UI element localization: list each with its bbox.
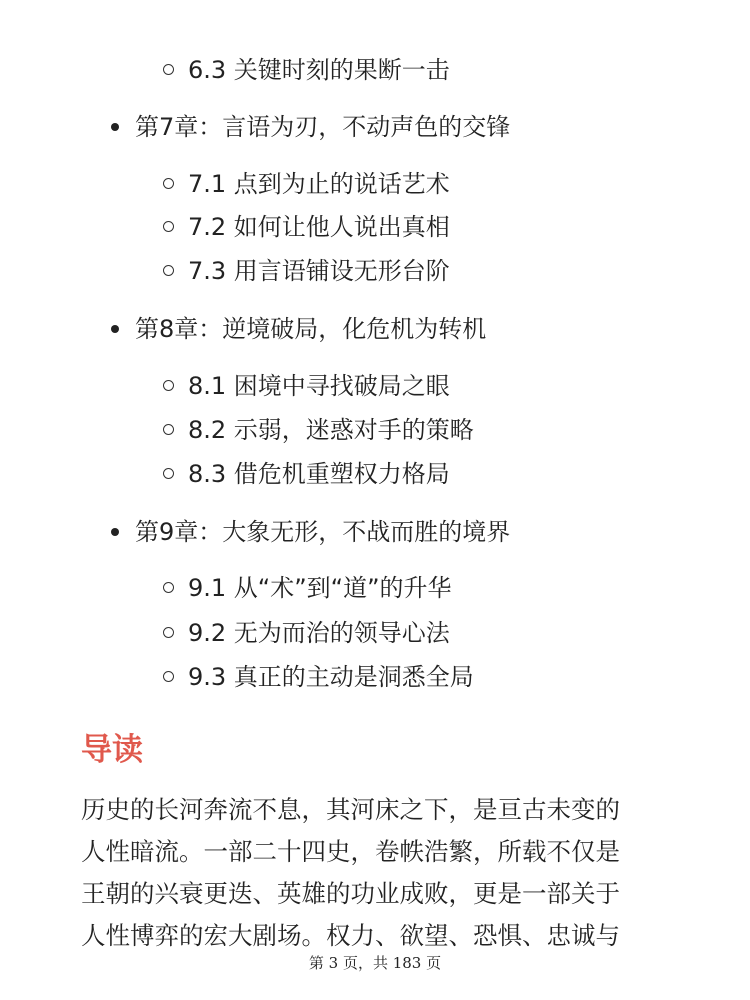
toc-item-label: 7.1 点到为止的说话艺术 xyxy=(188,170,450,198)
hollow-bullet-icon xyxy=(163,627,174,638)
toc-item-label: 9.3 真正的主动是洞悉全局 xyxy=(188,663,474,691)
hollow-bullet-icon xyxy=(163,671,174,682)
toc-section-item[interactable] xyxy=(188,209,450,245)
hollow-bullet-icon xyxy=(163,265,174,276)
page-number-footer: 第 3 页，共 183 页 xyxy=(308,954,442,972)
toc-section-item[interactable] xyxy=(188,615,450,651)
toc-section-item[interactable] xyxy=(188,456,450,492)
toc-item-label: 第7章：言语为刃，不动声色的交锋 xyxy=(135,113,511,141)
toc-chapter-item[interactable] xyxy=(135,311,486,347)
toc-section-item[interactable] xyxy=(188,166,450,202)
paragraph-line: 人性暗流。一部二十四史，卷帙浩繁，所载不仅是 xyxy=(81,837,620,866)
toc-section-item[interactable] xyxy=(188,368,450,404)
hollow-bullet-icon xyxy=(163,468,174,479)
hollow-bullet-icon xyxy=(163,582,174,593)
intro-paragraph xyxy=(81,789,681,957)
toc-chapter-item[interactable] xyxy=(135,514,510,550)
intro-heading: 导读 xyxy=(81,732,143,768)
toc-item-label: 8.2 示弱，迷惑对手的策略 xyxy=(188,416,474,444)
paragraph-line: 人性博弈的宏大剧场。权力、欲望、恐惧、忠诚与 xyxy=(81,921,620,950)
toc-section-item[interactable] xyxy=(188,570,452,606)
hollow-bullet-icon xyxy=(163,178,174,189)
toc-item-label: 6.3 关键时刻的果断一击 xyxy=(188,56,450,84)
filled-bullet-icon xyxy=(111,528,119,536)
toc-section-item[interactable] xyxy=(188,253,450,289)
filled-bullet-icon xyxy=(111,325,119,333)
hollow-bullet-icon xyxy=(163,424,174,435)
toc-item-label: 第9章：大象无形，不战而胜的境界 xyxy=(135,518,511,546)
paragraph-line: 王朝的兴衰更迭、英雄的功业成败，更是一部关于 xyxy=(81,879,620,908)
toc-section-item[interactable] xyxy=(188,52,450,88)
toc-chapter-item[interactable] xyxy=(135,109,510,145)
toc-item-label: 7.3 用言语铺设无形台阶 xyxy=(188,257,450,285)
toc-section-item[interactable] xyxy=(188,659,474,695)
toc-item-label: 8.3 借危机重塑权力格局 xyxy=(188,460,450,488)
toc-item-label: 9.2 无为而治的领导心法 xyxy=(188,619,450,647)
hollow-bullet-icon xyxy=(163,221,174,232)
toc-item-label: 9.1 从“术”到“道”的升华 xyxy=(188,574,452,602)
hollow-bullet-icon xyxy=(163,380,174,391)
paragraph-line: 历史的长河奔流不息，其河床之下，是亘古未变的 xyxy=(81,795,620,824)
toc-item-label: 8.1 困境中寻找破局之眼 xyxy=(188,372,450,400)
toc-section-item[interactable] xyxy=(188,412,474,448)
toc-item-label: 第8章：逆境破局，化危机为转机 xyxy=(135,315,487,343)
filled-bullet-icon xyxy=(111,123,119,131)
hollow-bullet-icon xyxy=(163,64,174,75)
toc-item-label: 7.2 如何让他人说出真相 xyxy=(188,213,450,241)
